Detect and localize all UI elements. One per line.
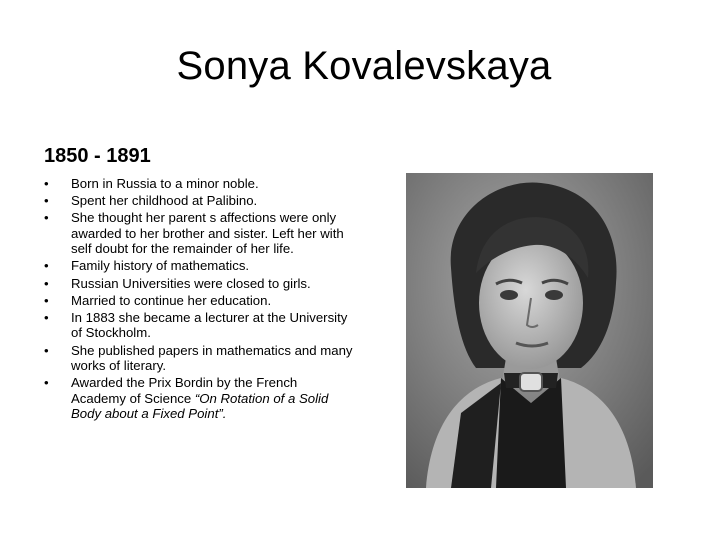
bullet-text: In 1883 she became a lecturer at the University of Stockholm.	[71, 310, 348, 341]
slide-title: Sonya Kovalevskaya	[176, 44, 552, 88]
lifespan-heading: 1850 - 1891	[44, 145, 151, 167]
bullet-text: She thought her parent s affections were only awarded to her brother and sister. Left her with self doubt for the remainder of her life.	[71, 210, 344, 257]
bullet-item	[44, 176, 354, 191]
bullet-icon: •	[44, 210, 49, 226]
paper-title: “On Rotation of a Solid Body about a Fixed Point”.	[71, 390, 329, 422]
portrait-illustration	[406, 173, 653, 488]
bullet-icon: •	[44, 275, 49, 291]
bullet-icon: •	[44, 193, 49, 209]
bullet-item	[44, 276, 354, 291]
bullet-icon: •	[44, 342, 49, 358]
bullet-icon: •	[44, 292, 49, 308]
bullet-item	[44, 343, 354, 374]
bullet-item	[44, 310, 354, 341]
bullet-text: Awarded the Prix Bordin by the French Academy of Science	[71, 375, 298, 406]
bullet-item	[44, 293, 354, 308]
bullet-icon: •	[44, 176, 49, 191]
bullet-text: Spent her childhood at Palibino.	[71, 193, 258, 209]
bullet-item	[44, 375, 354, 421]
bullet-text: Married to continue her education.	[71, 292, 272, 308]
bullet-item	[44, 210, 354, 256]
bullet-text: Russian Universities were closed to girls.	[71, 275, 311, 291]
bullet-list	[44, 176, 354, 423]
bullet-icon: •	[44, 375, 49, 391]
bullet-text: Born in Russia to a minor noble.	[71, 176, 259, 191]
bullet-icon: •	[44, 310, 49, 326]
portrait-photo	[406, 173, 653, 488]
bullet-text: She published papers in mathematics and many works of literary.	[71, 342, 353, 374]
bullet-item	[44, 193, 354, 208]
bullet-text: Family history of mathematics.	[71, 258, 250, 274]
bullet-item	[44, 258, 354, 273]
bullet-icon: •	[44, 258, 49, 274]
